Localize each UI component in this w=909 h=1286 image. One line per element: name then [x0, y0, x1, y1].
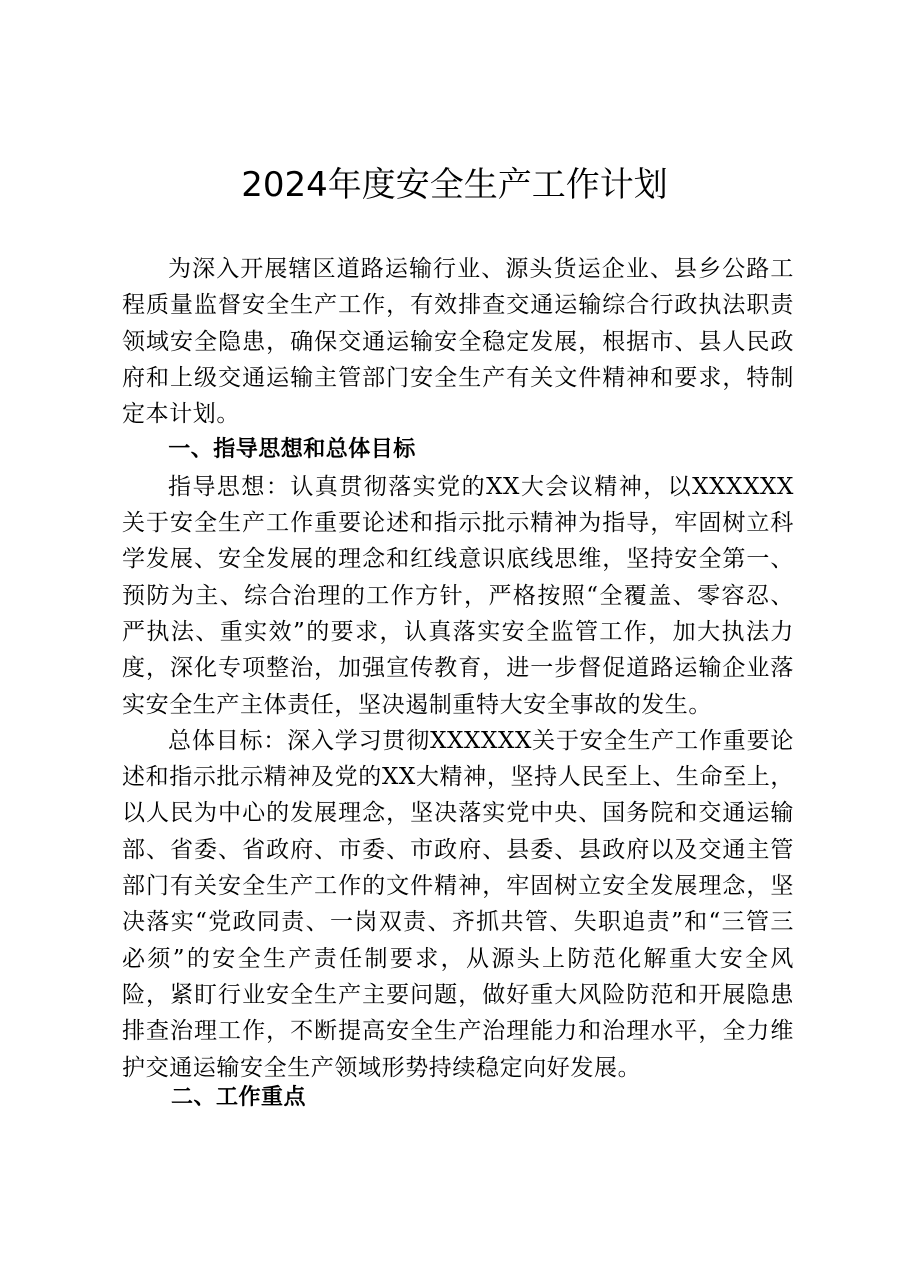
document-title: 2024年度安全生产工作计划 — [241, 165, 668, 205]
overall-goal-paragraph: 总体目标：深入学习贯彻XXXXXX关于安全生产工作重要论述和指示批示精神及党的XX大精神，坚持人民至上、生命至上，以人民为中心的发展理念，坚决落实党中央、国务院和交通运输部、省委、省政府、市委、市政府、县委、县政府以及交通主管部门有关安全生产工作的文件精神，牢固树立安全发展理念，坚决落实“党政同责、一岗双责、齐抓共管、失职追责”和“三管三必须”的安全生产责任制要求，从源头上防范化解重大安全风险，紧盯行业安全生产主要问题，做好重大风险防范和开展隐患排查治理工作，不断提高安全生产治理能力和治理水平，全力维护交通运输安全生产领域形势持续稳定向好发展。 — [122, 727, 794, 1081]
section-heading-guiding-ideology-and-goals: 一、指导思想和总体目标 — [168, 437, 416, 463]
section-heading-work-priorities: 二、工作重点 — [171, 1085, 307, 1110]
guiding-ideology-paragraph: 指导思想：认真贯彻落实党的XX大会议精神，以XXXXXX关于安全生产工作重要论述和指示批示精神为指导，牢固树立科学发展、安全发展的理念和红线意识底线思维，坚持安全第一、预防为主、综合治理的工作方针，严格按照“全覆盖、零容忍、严执法、重实效”的要求，认真落实安全监管工作，加大执法力度，深化专项整治，加强宣传教育，进一步督促道路运输企业落实安全生产主体责任，坚决遏制重特大安全事故的发生。 — [122, 473, 794, 718]
document-body — [122, 251, 794, 1086]
intro-paragraph: 为深入开展辖区道路运输行业、源头货运企业、县乡公路工程质量监督安全生产工作，有效排查交通运输综合行政执法职责领域安全隐患，确保交通运输安全稳定发展，根据市、县人民政府和上级交通运输主管部门安全生产有关文件精神和要求，特制定本计划。 — [122, 256, 794, 428]
